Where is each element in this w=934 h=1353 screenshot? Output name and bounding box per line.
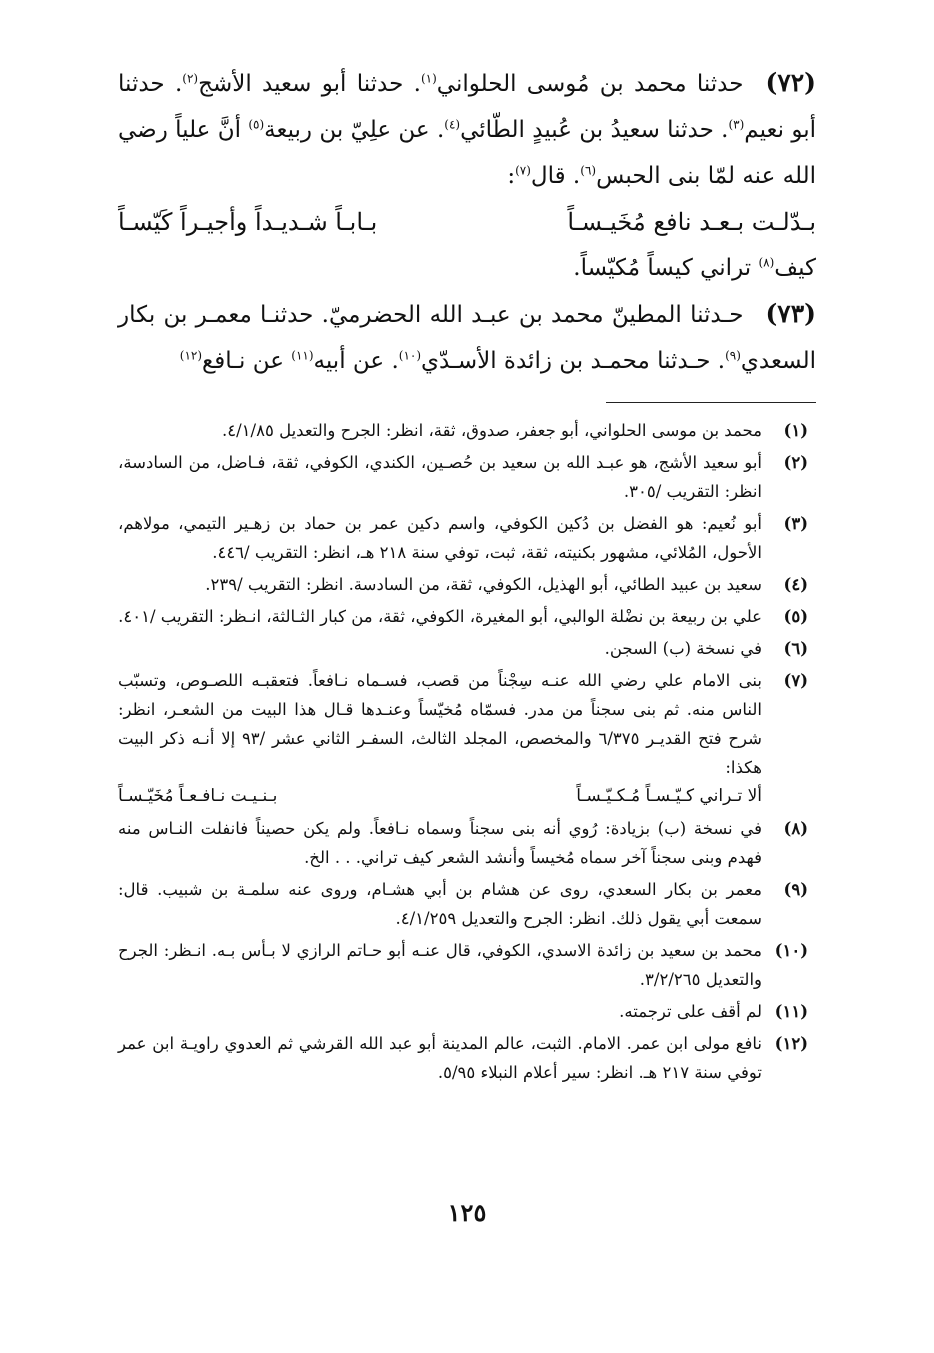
footnote: [118, 814, 808, 872]
hadith-number: (٧٣): [765, 299, 816, 328]
footnote-ref: (٤): [444, 117, 461, 132]
hadith-number: (٧٢): [765, 68, 817, 97]
footnote-text: علي بن ربيعة بن نضْلة الوالبي، أبو المغيرة، الكوفي، ثقة، من كبار الثـالثة، انـظر: التقريب /٤٠١.: [118, 607, 762, 626]
hadith-73: [118, 291, 816, 384]
footnote-ref: (٦): [580, 163, 597, 178]
footnote-text: معمر بن بكار السعدي، روى عن هشام بن أبي هشـام، وروى عنه سلمـة بن شبيب. قال: سمعت أبي يقول ذلك. انظر: الجرح والتعديل ٤/١/٢٥٩.: [118, 880, 762, 928]
text-run: حدثنا محمد بن مُوسى الحلواني: [436, 71, 744, 97]
footnote-text: [118, 666, 762, 811]
footnote-number: (٤): [783, 575, 808, 594]
footnote-number: (١١): [774, 1002, 808, 1021]
text-run: . قال: [530, 163, 581, 189]
footnote: [118, 634, 808, 663]
footnote-ref: (٢): [182, 71, 199, 86]
verse-hemistich-second: بـابـاً شـديـداً وأجيـراً كَيّسـاً: [118, 208, 378, 236]
footnote-text-body: بنى الامام علي رضي الله عنـه سِجْناً من قصب، فسـماه نـافعاً. فتعقبـه اللصـوص، وتسبّب الناس منه. ثم بنى سجناً من مدر. فسمّاه مُخيّساً وعنـدها قـال هذا البيت من الشعـر، انظر: شرح فتح القديـر ٦/٣٧٥ والمخصص، المجلد الثالث، السفـر الثاني عشر /٩٣ إلا أنـه ذكر البيت هكذا:: [118, 671, 762, 777]
footnote-text: أبو نُعيم: هو الفضل بن دُكين الكوفي، واسم دكين عمر بن حماد بن زهـير التيمي، مولاهم، الأحول، المُلائي، مشهور بكنيته، ثقة، ثبت، توفي سنة ٢١٨ هـ، انظر: التقريب /٤٤٦.: [118, 514, 762, 562]
text-run: . حدثنا سعيدُ بن عُبيدٍ الطّائي: [460, 117, 729, 143]
footnote-ref: (١٢): [179, 348, 203, 363]
text-run: . عن أبيه: [313, 348, 399, 374]
footnote-number: (٥): [783, 607, 808, 626]
verse-hemistich-first: بـدّلـت بـعـد نافع مُخَيـسـاً: [567, 208, 816, 236]
footnote-text: سعيد بن عبيد الطائي، أبو الهذيل، الكوفي، ثقة، من السادسة. انظر: التقريب /٢٣٩.: [205, 575, 762, 594]
footnote: [118, 875, 808, 933]
footnote-ref: (١١): [291, 348, 314, 363]
text-run: . حدثنا أبو نعيم: [118, 71, 816, 143]
verse-hemistich-second: بـنـيـت نـافـعـاً مُخَيّـسـاً: [118, 786, 278, 806]
text-run: . حدثنا أبو سعيد الأشج: [198, 71, 421, 97]
footnote-ref: (٩): [725, 348, 741, 363]
footnote: [118, 666, 808, 811]
poem-verse-2: [118, 245, 816, 291]
footnote-text: في نسخة (ب) بزيادة: رُوي أنه بنى سجناً وسماه نـافعاً. ولم يكن حصيناً فانفلت النـاس منه فهدم وبنى سجناً آخر سماه مُخيساً وأنشد الشعر كيف تراني. . . الخ.: [118, 819, 762, 867]
footnote: [118, 509, 808, 567]
text-run: عن نـافع: [202, 348, 292, 374]
text-run: كيف: [774, 255, 816, 281]
footnote-divider: [606, 402, 816, 403]
footnote-number: (٧): [783, 671, 808, 690]
footnote-number: (١): [783, 421, 808, 440]
page-number: ١٢٥: [447, 1198, 487, 1227]
footnote-text: في نسخة (ب) السجن.: [604, 639, 762, 658]
footnote: [118, 416, 808, 445]
footnote: [118, 1029, 808, 1087]
text-run: :: [507, 163, 516, 189]
text-run: . حـدثنا محمـد بن زائدة الأسـدّي: [421, 348, 726, 374]
footnote: [118, 936, 808, 994]
text-run: . عن علِيّ بن ربيعة: [264, 117, 445, 143]
footnote-text: محمد بن موسى الحلواني، أبو جعفر، صدوق، ثقة، انظر: الجرح والتعديل ٤/١/٨٥.: [222, 421, 762, 440]
footnote-number: (١٠): [774, 941, 808, 960]
footnote-ref: (١٠): [398, 348, 422, 363]
footnote-text: لم أقف على ترجمته.: [619, 1002, 762, 1021]
footnote-number: (٣): [783, 514, 808, 533]
text-run: أنَّ علياً رضي الله عنه لمّا بنى الحبس: [118, 117, 816, 189]
footnote-ref: (١): [420, 71, 437, 86]
footnote-number: (١٢): [774, 1034, 808, 1053]
footnote-text: محمد بن سعيد بن زائدة الاسدي، الكوفي، قال عنـه أبو حـاتم الرازي لا بـأس بـه. انـظر: الجرح والتعديل ٣/٢/٢٦٥.: [118, 941, 762, 989]
footnotes: [118, 416, 808, 1090]
footnote: [118, 448, 808, 506]
footnote-ref: (٨): [758, 255, 775, 270]
footnote-text: نافع مولى ابن عمر. الامام. الثبت، عالم المدينة أبو عبد الله القرشي ثم العدوي راويـة ابن عمر توفي سنة ٢١٧ هـ. انظر: سير أعلام النبلاء ٥/٩٥.: [118, 1034, 762, 1082]
footnote-number: (٨): [783, 819, 808, 838]
footnote-verse: [118, 782, 762, 811]
footnote-number: (٦): [783, 639, 808, 658]
verse-hemistich-first: ألا تـراني كـيّـسـاً مُـكـيّـسـاً: [576, 786, 762, 806]
hadith-72: [118, 60, 816, 199]
footnote-ref: (٧): [515, 163, 531, 178]
footnote-number: (٩): [783, 880, 808, 899]
poem-verse: [118, 199, 816, 245]
footnote-ref: (٥): [248, 117, 265, 132]
footnote-number: (٢): [783, 453, 808, 472]
footnote: [118, 602, 808, 631]
text-run: حـدثنا المطينّ محمد بن عبـد الله الحضرميّ. حدثنـا معمـر بن بكار السعدي: [118, 302, 816, 374]
text-run: تراني كيساً مُكيّساً.: [573, 255, 759, 281]
footnote: [118, 570, 808, 599]
footnote-text: أبو سعيد الأشج، هو عبـد الله بن سعيد بن حُصـين، الكندي، الكوفي، ثقة، فـاضل، من السادسة، انظر: التقريب /٣٠٥.: [118, 453, 762, 501]
main-text: [118, 60, 816, 384]
footnote: [118, 997, 808, 1026]
footnote-ref: (٣): [728, 117, 745, 132]
